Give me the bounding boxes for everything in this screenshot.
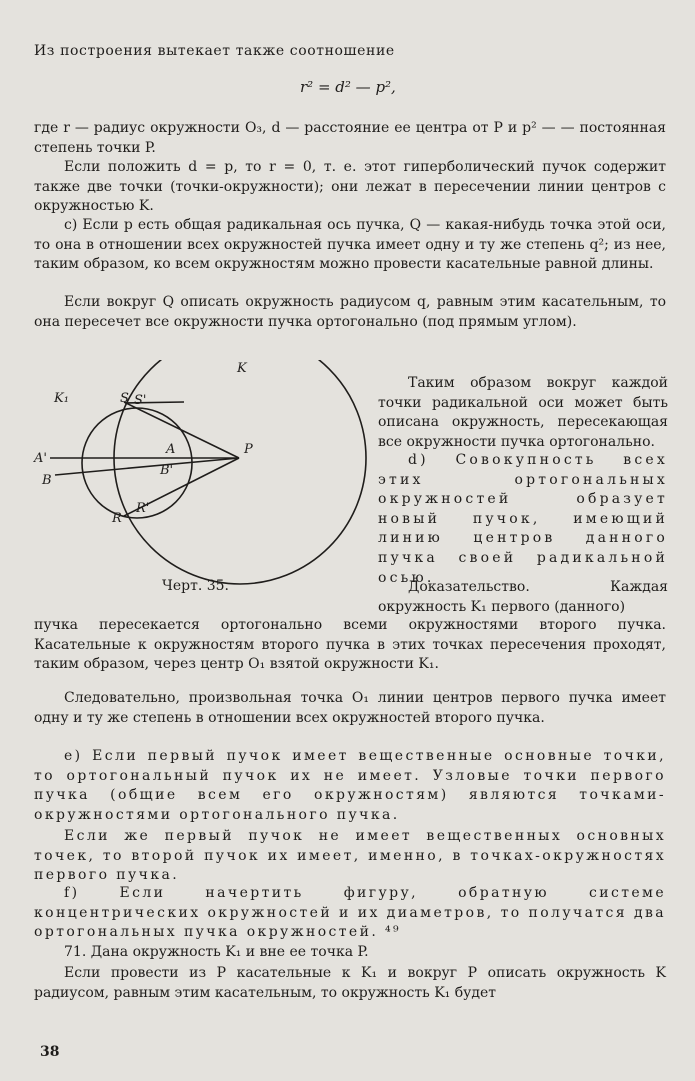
paragraph-f: f) Если начертить фигуру, обратную системе концентрических окружностей и их диаметров, то получатся два ортогональных пучка окружностей. ⁴⁹ bbox=[34, 885, 666, 941]
label-R-prime: R' bbox=[136, 501, 150, 516]
tangent-line-S bbox=[124, 402, 239, 458]
paragraph-second-pencil: Если же первый пучок не имеет вещественных основных точек, то второй пучок их имеет, именно, в точках-окружностях первого пучка. bbox=[34, 828, 666, 884]
label-K: K bbox=[237, 361, 247, 376]
paragraph-proof-continued: пучка пересекается ортогонально всеми окружностями второго пучка. Касательные к окружностям второго пучка в этих точках пересечения проходят, таким образом, через центр O₁ взятой окружности K₁. bbox=[34, 617, 666, 673]
page-number: 38 bbox=[40, 1044, 60, 1060]
paragraph-e: e) Если первый пучок имеет вещественные основные точки, то ортогональный пучок их не имеет. Узловые точки первого пучка (общие всем его окружностям) являются точками-окружностями ортогонального пучка. bbox=[34, 748, 666, 823]
circle-K bbox=[114, 360, 366, 584]
heading-71: 71. Дана окружность K₁ и вне ее точка P. bbox=[64, 944, 369, 960]
label-P: P bbox=[244, 442, 253, 457]
label-R: R bbox=[112, 511, 122, 526]
paragraph-c: c) Если p есть общая радикальная ось пучка, Q — какая-нибудь точка этой оси, то она в отношении всех окружностей пучка имеет одну и ту же степень q²; из нее, таким образом, ко всем окружностям можно провести касательные равной длины. bbox=[34, 217, 666, 273]
label-A: A bbox=[166, 442, 176, 457]
figure-caption: Черт. 35. bbox=[162, 578, 229, 594]
figure-35-diagram bbox=[32, 360, 372, 610]
label-A-prime: A' bbox=[34, 451, 47, 466]
label-B: B bbox=[42, 473, 52, 488]
paragraph-71-text: Если провести из P касательные к K₁ и вокруг P описать окружность K радиусом, равным этим касательным, то окружность K₁ будет bbox=[34, 965, 666, 1001]
label-K1: K₁ bbox=[54, 391, 69, 406]
formula: r² = d² — p², bbox=[300, 78, 396, 96]
label-S: S bbox=[120, 391, 129, 406]
paragraph-orthogonal: Если вокруг Q описать окружность радиусом q, равным этим касательным, то она пересечет все окружности пучка ортогонально (под прямым углом). bbox=[34, 294, 666, 330]
paragraph-right-d: d) Совокупность всех этих ортогональных окружностей образует новый пучок, имеющий линию центров данного пучка своей радикальной осью. bbox=[378, 452, 668, 586]
paragraph-consequently: Следовательно, произвольная точка O₁ линии центров первого пучка имеет одну и ту же степень в отношении всех окружностей второго пучка. bbox=[34, 690, 666, 726]
paragraph-hyperbolic: Если положить d = p, то r = 0, т. е. этот гиперболический пучок содержит также две точки (точки-окружности); они лежат в пересечении линии центров с окружностью K. bbox=[34, 159, 666, 215]
paragraph-right-proof: Доказательство. Каждая окружность K₁ первого (данного) bbox=[378, 579, 668, 615]
paragraph-right-radical: Таким образом вокруг каждой точки радикальной оси может быть описана окружность, пересекающая все окружности пучка ортогонально. bbox=[378, 375, 668, 450]
text-line-intro: Из построения вытекает также соотношение bbox=[34, 43, 395, 59]
label-S-prime: S' bbox=[134, 393, 147, 408]
label-B-prime: B' bbox=[160, 463, 174, 478]
paragraph-definition: где r — радиус окружности O₃, d — расстояние ее центра от P и p² — — постоянная степень точки P. bbox=[34, 120, 666, 156]
